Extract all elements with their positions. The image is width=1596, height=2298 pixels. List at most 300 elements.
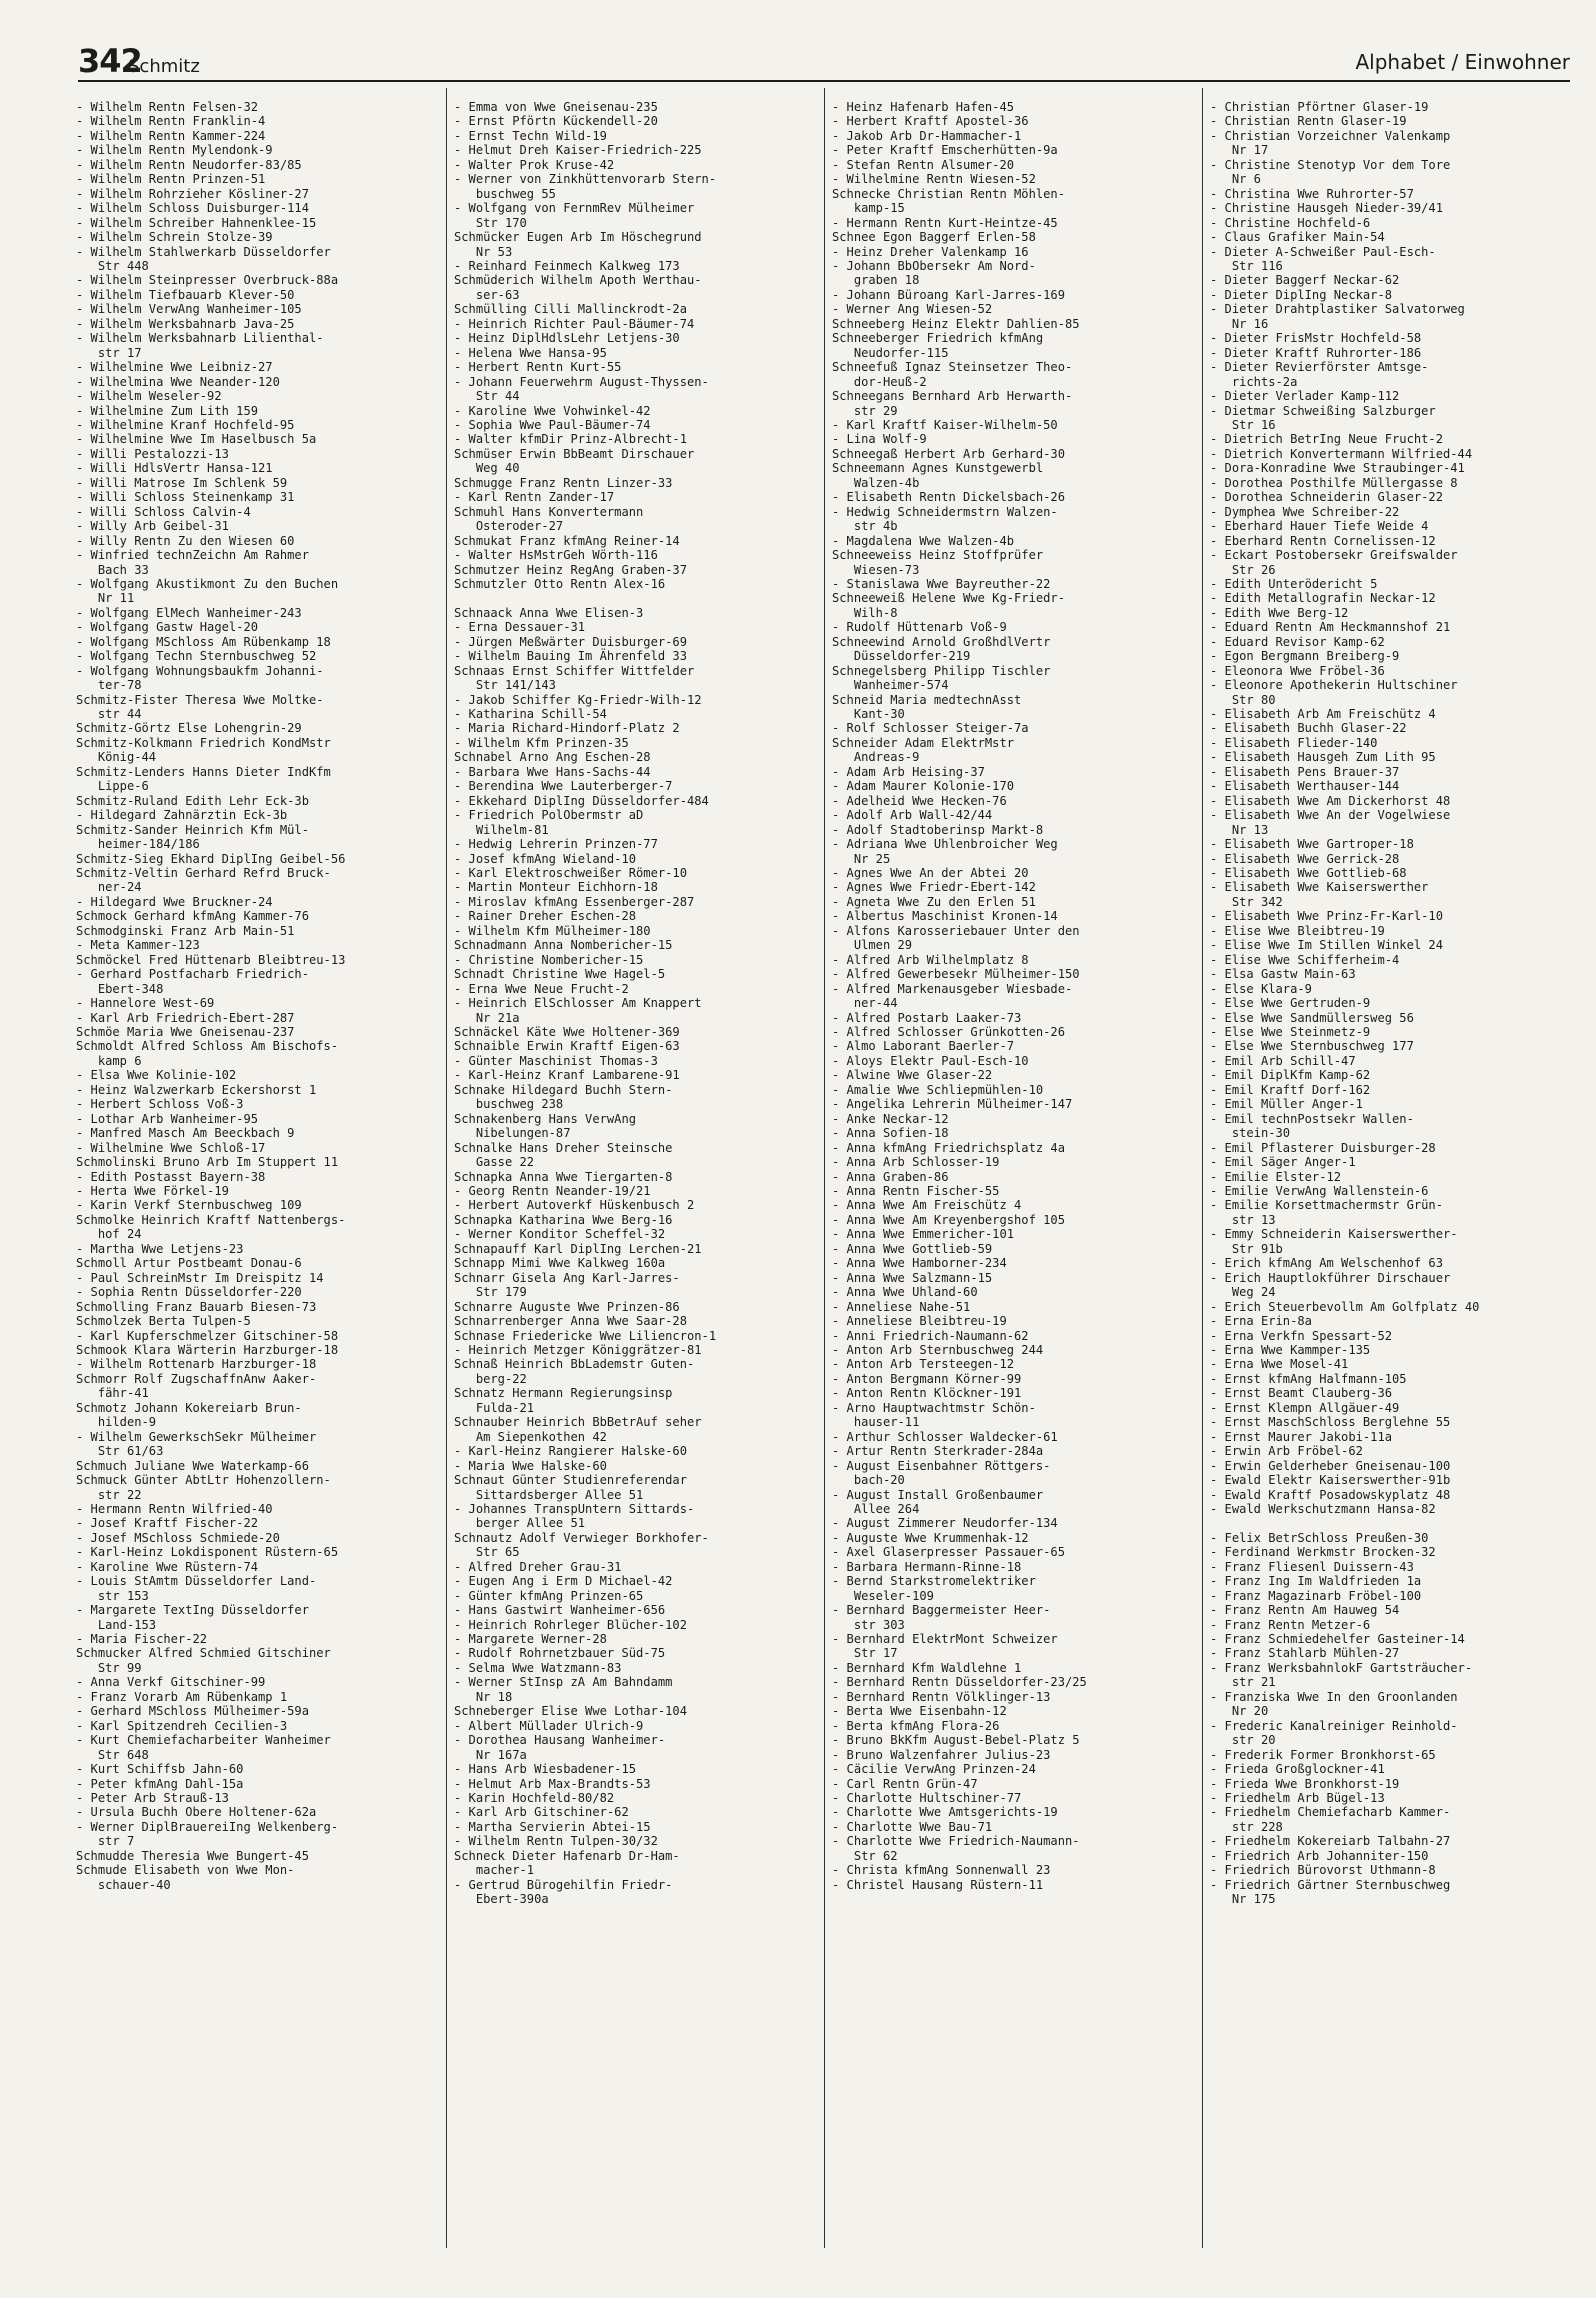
directory-entry: Schnaible Erwin Kraftf Eigen-63 [454, 1039, 680, 1054]
directory-entry: - Karoline Wwe Vohwinkel-42 [454, 403, 651, 418]
directory-entry: graben 18 [832, 273, 920, 288]
directory-entry: - Alfred Dreher Grau-31 [454, 1559, 622, 1574]
directory-entry: - Erna Wwe Mosel-41 [1210, 1357, 1349, 1372]
directory-entry: Nr 11 [76, 591, 135, 606]
directory-entry: Osteroder-27 [454, 519, 564, 534]
directory-entry: Schnaut Günter Studienreferendar [454, 1473, 687, 1488]
directory-entry: - Wilhelm Kfm Mülheimer-180 [454, 923, 651, 938]
directory-entry: - Dietrich BetrIng Neue Frucht-2 [1210, 432, 1443, 447]
directory-entry: - Heinz DiplHdlsLehr Letjens-30 [454, 331, 680, 346]
directory-entry: berg-22 [454, 1371, 527, 1386]
directory-entry: - Eleonore Apothekerin Hultschiner [1210, 678, 1458, 693]
directory-entry: - Herbert Rentn Kurt-55 [454, 360, 622, 375]
directory-entry: - Karin Hochfeld-80/82 [454, 1791, 615, 1806]
directory-entry: Schmuck Günter AbtLtr Hohenzollern- [76, 1473, 331, 1488]
directory-entry: - Hermann Rentn Wilfried-40 [76, 1501, 273, 1516]
directory-entry: - Elise Wwe Bleibtreu-19 [1210, 923, 1385, 938]
directory-entry: Schnauber Heinrich BbBetrAuf seher [454, 1415, 702, 1430]
directory-entry: Schneid Maria medtechnAsst [832, 692, 1022, 707]
directory-entry: - Dieter Kraftf Ruhrorter-186 [1210, 345, 1422, 360]
directory-entry: - Heinz Walzwerkarb Eckershorst 1 [76, 1082, 317, 1097]
directory-entry: - Heinz Hafenarb Hafen-45 [832, 100, 1015, 114]
directory-entry: König-44 [76, 750, 157, 765]
directory-entry: - Edith Metallografin Neckar-12 [1210, 591, 1436, 606]
directory-entry: Str 44 [454, 389, 520, 404]
directory-entry: - Ursula Buchh Obere Holtener-62a [76, 1805, 317, 1820]
directory-entry: Allee 264 [832, 1501, 920, 1516]
directory-entry: - Rudolf Hüttenarb Voß-9 [832, 620, 1007, 635]
directory-entry: - Wilhelm Kfm Prinzen-35 [454, 735, 629, 750]
directory-entry: str 13 [1210, 1212, 1276, 1227]
directory-column-1 [76, 100, 444, 2250]
column-divider [824, 88, 825, 2248]
directory-entry: - Werner von Zinkhüttenvorarb Stern- [454, 172, 717, 187]
directory-entry: ner-24 [76, 880, 142, 895]
directory-entry: Schmolzek Berta Tulpen-5 [76, 1314, 251, 1329]
directory-entry: Nr 16 [1210, 316, 1269, 331]
directory-entry: - Albert Müllader Ulrich-9 [454, 1718, 644, 1733]
directory-entry: - Lina Wolf-9 [832, 432, 927, 447]
directory-entry: dor-Heuß-2 [832, 374, 927, 389]
directory-entry: - Peter Arb Strauß-13 [76, 1791, 229, 1806]
directory-entry: - Wilhelm Rentn Kammer-224 [76, 128, 266, 143]
directory-entry: - Herbert Schloss Voß-3 [76, 1097, 244, 1112]
directory-column-2 [454, 100, 822, 2250]
directory-entry: - Erich Hauptlokführer Dirschauer [1210, 1270, 1451, 1285]
directory-entry: - Dieter FrisMstr Hochfeld-58 [1210, 331, 1422, 346]
directory-entry: Nr 18 [454, 1689, 513, 1704]
directory-entry: - Anna Wwe Uhland-60 [832, 1285, 978, 1300]
directory-entry: - August Install Großenbaumer [832, 1487, 1044, 1502]
directory-entry: - Karl Elektroschweißer Römer-10 [454, 866, 687, 881]
directory-entry: - Ernst MaschSchloss Berglehne 55 [1210, 1415, 1451, 1430]
directory-entry: Str 116 [1210, 258, 1283, 273]
directory-entry: - Wilhelm Rohrzieher Kösliner-27 [76, 186, 309, 201]
directory-entry: - Karl-Heinz Lokdisponent Rüstern-65 [76, 1545, 339, 1560]
directory-entry: - Elisabeth Buchh Glaser-22 [1210, 721, 1407, 736]
directory-entry: - Anton Arb Tersteegen-12 [832, 1357, 1015, 1372]
directory-entry: Wiesen-73 [832, 562, 920, 577]
directory-entry: - Wilhelm Rottenarb Harzburger-18 [76, 1357, 317, 1372]
directory-entry: Schmutzer Heinz RegAng Graben-37 [454, 562, 687, 577]
directory-entry: - Agnes Wwe An der Abtei 20 [832, 866, 1029, 881]
directory-entry: - August Zimmerer Neudorfer-134 [832, 1516, 1058, 1531]
directory-entry: hof 24 [76, 1227, 142, 1242]
directory-entry: Schnaas Ernst Schiffer Wittfelder [454, 663, 695, 678]
directory-entry: Str 17 [832, 1646, 898, 1661]
directory-entry: - Helmut Dreh Kaiser-Friedrich-225 [454, 143, 702, 158]
directory-entry: - Lothar Arb Wanheimer-95 [76, 1111, 259, 1126]
directory-entry: Schmoldt Alfred Schloss Am Bischofs- [76, 1039, 339, 1054]
directory-column-3 [832, 100, 1200, 2250]
directory-entry: - Karl-Heinz Rangierer Halske-60 [454, 1444, 687, 1459]
directory-entry: - Bruno BkKfm August-Bebel-Platz 5 [832, 1733, 1080, 1748]
directory-entry: - Christian Vorzeichner Valenkamp [1210, 128, 1451, 143]
directory-entry: Schnapauff Karl DiplIng Lerchen-21 [454, 1241, 702, 1256]
directory-entry: - Friedrich Gärtner Sternbuschweg [1210, 1877, 1451, 1892]
directory-entry: - Christian Pförtner Glaser-19 [1210, 100, 1429, 114]
directory-entry: - Wilhelm Schloss Duisburger-114 [76, 201, 309, 216]
directory-entry: - Auguste Wwe Krummenhak-12 [832, 1530, 1029, 1545]
directory-entry: - Hedwig Schneidermstrn Walzen- [832, 504, 1058, 519]
directory-entry: - Franz Vorarb Am Rübenkamp 1 [76, 1689, 288, 1704]
directory-entry: - Karl Rentn Zander-17 [454, 490, 615, 505]
directory-entry: Schnatz Hermann Regierungsinsp [454, 1386, 673, 1401]
directory-entry: - Christina Wwe Ruhrorter-57 [1210, 186, 1414, 201]
directory-entry: - Wilhelmine Wwe Schloß-17 [76, 1140, 266, 1155]
directory-entry: - Dymphea Wwe Schreiber-22 [1210, 504, 1400, 519]
directory-entry: bach-20 [832, 1473, 905, 1488]
directory-entry: - Frieda Großglockner-41 [1210, 1762, 1385, 1777]
directory-entry: - Emilie Elster-12 [1210, 1169, 1342, 1184]
directory-entry: - Emilie VerwAng Wallenstein-6 [1210, 1183, 1429, 1198]
directory-entry: - Wilhelmine Zum Lith 159 [76, 403, 259, 418]
directory-entry: - Helena Wwe Hansa-95 [454, 345, 607, 360]
directory-entry: - Alfred Markenausgeber Wiesbade- [832, 981, 1073, 996]
directory-entry: Am Siepenkothen 42 [454, 1429, 607, 1444]
directory-entry: - Anni Friedrich-Naumann-62 [832, 1328, 1029, 1343]
directory-entry: - Ewald Kraftf Posadowskyplatz 48 [1210, 1487, 1451, 1502]
directory-entry: - Bernhard ElektrMont Schweizer [832, 1632, 1058, 1647]
directory-entry: - Anna Wwe Salzmann-15 [832, 1270, 993, 1285]
directory-entry: - Elsa Wwe Kolinie-102 [76, 1068, 237, 1083]
directory-entry: - Berta kfmAng Flora-26 [832, 1718, 1000, 1733]
directory-entry: - Ernst Techn Wild-19 [454, 128, 607, 143]
directory-entry: Schmüser Erwin BbBeamt Dirschauer [454, 446, 695, 461]
directory-entry: Schnakenberg Hans VerwAng [454, 1111, 637, 1126]
directory-entry: - Eduard Rentn Am Heckmannshof 21 [1210, 620, 1451, 635]
directory-entry: - Emil Arb Schill-47 [1210, 1053, 1356, 1068]
directory-entry: Schnaß Heinrich BbLademstr Guten- [454, 1357, 695, 1372]
page-header [78, 40, 1570, 82]
directory-entry: - Sophia Wwe Paul-Bäumer-74 [454, 417, 651, 432]
directory-entry: - Erwin Arb Fröbel-62 [1210, 1444, 1363, 1459]
directory-entry: Wilhelm-81 [454, 822, 549, 837]
directory-entry: Schmitz-Görtz Else Lohengrin-29 [76, 721, 302, 736]
directory-entry: Schneegans Bernhard Arb Herwarth- [832, 389, 1073, 404]
directory-entry: Schneck Dieter Hafenarb Dr-Ham- [454, 1848, 680, 1863]
directory-entry: Schnecke Christian Rentn Möhlen- [832, 186, 1065, 201]
directory-entry: Schmitz-Ruland Edith Lehr Eck-3b [76, 793, 309, 808]
directory-entry: - Wilhelm Weseler-92 [76, 389, 222, 404]
directory-entry: Nr 17 [1210, 143, 1269, 158]
directory-entry: hauser-11 [832, 1415, 920, 1430]
directory-entry: - Franz Rentn Am Hauweg 54 [1210, 1603, 1400, 1618]
directory-entry: - Rainer Dreher Eschen-28 [454, 909, 637, 924]
directory-entry: - Rolf Schlosser Steiger-7a [832, 721, 1029, 736]
directory-entry: - Claus Grafiker Main-54 [1210, 230, 1385, 245]
directory-entry: - Elisabeth Hausgeh Zum Lith 95 [1210, 750, 1436, 765]
directory-entry: Schneemann Agnes Kunstgewerbl [832, 461, 1044, 476]
directory-entry: Str 62 [832, 1848, 898, 1863]
directory-entry: - Ferdinand Werkmstr Brocken-32 [1210, 1545, 1436, 1560]
directory-entry: - Elisabeth Wwe Gartroper-18 [1210, 837, 1414, 852]
directory-entry: - Emil DiplKfm Kamp-62 [1210, 1068, 1371, 1083]
directory-entry: - Sophia Rentn Düsseldorfer-220 [76, 1285, 302, 1300]
directory-entry: - Christine Nombericher-15 [454, 952, 644, 967]
directory-entry: - Elsa Gastw Main-63 [1210, 967, 1356, 982]
directory-entry: - Meta Kammer-123 [76, 938, 200, 953]
directory-entry: - Friedrich Bürovorst Uthmann-8 [1210, 1863, 1436, 1878]
directory-entry: - Josef kfmAng Wieland-10 [454, 851, 637, 866]
directory-entry: - Anna Wwe Emmericher-101 [832, 1227, 1015, 1242]
directory-entry: - Adam Arb Heising-37 [832, 764, 985, 779]
directory-entry: Schmüderich Wilhelm Apoth Werthau- [454, 273, 702, 288]
directory-entry: Schmöckel Fred Hüttenarb Bleibtreu-13 [76, 952, 346, 967]
directory-entry: Schmutzler Otto Rentn Alex-16 [454, 576, 666, 591]
directory-entry: - Alfred Postarb Laaker-73 [832, 1010, 1022, 1025]
directory-entry: - Dietrich Konvertermann Wilfried-44 [1210, 446, 1473, 461]
directory-entry: - Wilhelmine Rentn Wiesen-52 [832, 172, 1036, 187]
directory-entry: - Felix BetrSchloss Preußen-30 [1210, 1530, 1429, 1545]
directory-entry: Str 61/63 [76, 1444, 164, 1459]
directory-entry: Schnarre Auguste Wwe Prinzen-86 [454, 1299, 680, 1314]
directory-entry: - Elisabeth Wwe Gerrick-28 [1210, 851, 1400, 866]
directory-entry: - Bernhard Rentn Völklinger-13 [832, 1689, 1051, 1704]
directory-entry: - Kurt Chemiefacharbeiter Wanheimer [76, 1733, 331, 1748]
directory-entry: - Peter kfmAng Dahl-15a [76, 1776, 244, 1791]
directory-entry: - Helmut Arb Max-Brandts-53 [454, 1776, 651, 1791]
directory-entry: - Karl Kupferschmelzer Gitschiner-58 [76, 1328, 339, 1343]
directory-entry: - Erna Verkfn Spessart-52 [1210, 1328, 1393, 1343]
directory-entry: - Alwine Wwe Glaser-22 [832, 1068, 993, 1083]
directory-entry: Wanheimer-574 [832, 678, 949, 693]
directory-entry: - Ekkehard DiplIng Düsseldorfer-484 [454, 793, 709, 808]
directory-entry: - Erich kfmAng Am Welschenhof 63 [1210, 1256, 1443, 1271]
directory-entry: - Eugen Ang i Erm D Michael-42 [454, 1574, 673, 1589]
directory-entry: Schmitz-Sieg Ekhard DiplIng Geibel-56 [76, 851, 346, 866]
directory-entry: - Hermann Rentn Kurt-Heintze-45 [832, 215, 1058, 230]
directory-entry: - Heinrich ElSchlosser Am Knappert [454, 996, 702, 1011]
directory-entry: - Christine Hausgeh Nieder-39/41 [1210, 201, 1443, 216]
directory-entry: berger Allee 51 [454, 1516, 586, 1531]
directory-entry: - Elise Wwe Im Stillen Winkel 24 [1210, 938, 1443, 953]
directory-entry: - Anna Wwe Hamborner-234 [832, 1256, 1007, 1271]
column-divider [1202, 88, 1203, 2248]
directory-entry: ter-78 [76, 678, 142, 693]
directory-entry: - Frieda Wwe Bronkhorst-19 [1210, 1776, 1400, 1791]
directory-entry: - Heinrich Metzger Königgrätzer-81 [454, 1342, 702, 1357]
directory-entry: - Edith Postasst Bayern-38 [76, 1169, 266, 1184]
directory-entry: - Wolfgang Techn Sternbuschweg 52 [76, 649, 317, 664]
directory-entry: Schnake Hildegard Buchh Stern- [454, 1082, 673, 1097]
directory-entry: - Stanislawa Wwe Bayreuther-22 [832, 576, 1051, 591]
directory-entry: - Günter kfmAng Prinzen-65 [454, 1588, 644, 1603]
directory-entry: - Karl Kraftf Kaiser-Wilhelm-50 [832, 417, 1058, 432]
directory-entry: - Friedrich PolObermstr aD [454, 808, 644, 823]
directory-entry: Str 648 [76, 1747, 149, 1762]
directory-entry: - Martha Wwe Letjens-23 [76, 1241, 244, 1256]
directory-entry: - Anna Graben-86 [832, 1169, 949, 1184]
directory-entry: - Margarete TextIng Düsseldorfer [76, 1603, 309, 1618]
directory-entry: - Agnes Wwe Friedr-Ebert-142 [832, 880, 1036, 895]
directory-entry: str 44 [76, 707, 142, 722]
directory-entry: Schnäckel Käte Wwe Holtener-369 [454, 1025, 680, 1039]
directory-entry: - Arthur Schlosser Waldecker-61 [832, 1429, 1058, 1444]
directory-entry: - Dietmar Schweißing Salzburger [1210, 403, 1436, 418]
directory-entry: Kant-30 [832, 707, 905, 722]
directory-entry: - Anna Verkf Gitschiner-99 [76, 1675, 266, 1690]
directory-entry: - Dieter Revierförster Amtsge- [1210, 360, 1429, 375]
directory-entry: Str 99 [76, 1660, 142, 1675]
directory-entry: - Eckart Postobersekr Greifswalder [1210, 548, 1458, 563]
directory-entry: - Christa kfmAng Sonnenwall 23 [832, 1863, 1051, 1878]
directory-entry: Nr 175 [1210, 1892, 1276, 1907]
directory-entry: - Anna Wwe Am Kreyenbergshof 105 [832, 1212, 1065, 1227]
directory-entry: - Wilhelm Steinpresser Overbruck-88a [76, 273, 339, 288]
directory-entry: Nr 20 [1210, 1704, 1269, 1719]
directory-entry: - Dieter Baggerf Neckar-62 [1210, 273, 1400, 288]
directory-entry: - Dieter A-Schweißer Paul-Esch- [1210, 244, 1436, 259]
directory-entry: - Willi Matrose Im Schlenk 59 [76, 475, 288, 490]
directory-entry: - Willi HdlsVertr Hansa-121 [76, 461, 273, 476]
directory-entry: Schneeweiss Heinz Stoffprüfer [832, 548, 1044, 563]
directory-entry: - Johann BbObersekr Am Nord- [832, 258, 1036, 273]
directory-entry: - Hedwig Lehrerin Prinzen-77 [454, 837, 658, 852]
directory-entry: - Adam Maurer Kolonie-170 [832, 779, 1015, 794]
directory-entry: - Günter Maschinist Thomas-3 [454, 1053, 658, 1068]
directory-entry: - Alfred Arb Wilhelmplatz 8 [832, 952, 1029, 967]
directory-entry: - Erna Dessauer-31 [454, 620, 586, 635]
directory-entry: - Johann Feuerwehrm August-Thyssen- [454, 374, 709, 389]
directory-entry: - Johann Büroang Karl-Jarres-169 [832, 287, 1065, 302]
directory-entry: str 153 [76, 1588, 149, 1603]
directory-entry: - Werner DiplBrauereiIng Welkenberg- [76, 1819, 339, 1834]
directory-entry: - Friedrich Arb Johanniter-150 [1210, 1848, 1429, 1863]
directory-entry: Schmitz-Sander Heinrich Kfm Mül- [76, 822, 309, 837]
directory-entry: - Heinz Dreher Valenkamp 16 [832, 244, 1029, 259]
directory-entry: - Josef MSchloss Schmiede-20 [76, 1530, 280, 1545]
directory-entry: - Hannelore West-69 [76, 996, 215, 1011]
directory-entry: Schmude Elisabeth von Wwe Mon- [76, 1863, 295, 1878]
directory-entry: - Wilhelmine Wwe Im Haselbusch 5a [76, 432, 317, 447]
directory-entry: - August Eisenbahner Röttgers- [832, 1458, 1051, 1473]
directory-entry: Düsseldorfer-219 [832, 649, 971, 664]
directory-entry: - Maria Wwe Halske-60 [454, 1458, 607, 1473]
directory-entry: - Egon Bergmann Breiberg-9 [1210, 649, 1400, 664]
directory-entry: - Emilie Korsettmachermstr Grün- [1210, 1198, 1443, 1213]
directory-entry: - Anneliese Nahe-51 [832, 1299, 971, 1314]
directory-entry: - Johannes TranspUntern Sittards- [454, 1501, 695, 1516]
directory-entry: Schnapp Mimi Wwe Kalkweg 160a [454, 1256, 666, 1271]
directory-entry: - Walter Prok Kruse-42 [454, 157, 615, 172]
directory-entry: Schmotz Johann Kokereiarb Brun- [76, 1400, 302, 1415]
directory-entry: Schnautz Adolf Verwieger Borkhofer- [454, 1530, 709, 1545]
directory-entry: - Elisabeth Wwe Prinz-Fr-Karl-10 [1210, 909, 1443, 924]
directory-entry: - Erna Wwe Neue Frucht-2 [454, 981, 629, 996]
directory-entry: - Else Wwe Sternbuschweg 177 [1210, 1039, 1414, 1054]
directory-entry: - Angelika Lehrerin Mülheimer-147 [832, 1097, 1073, 1112]
directory-entry: - Josef Kraftf Fischer-22 [76, 1516, 259, 1531]
directory-entry: - Herbert Autoverkf Hüskenbusch 2 [454, 1198, 695, 1213]
directory-entry: - Friedhelm Chemiefacharb Kammer- [1210, 1805, 1451, 1820]
directory-entry: Schmücker Eugen Arb Im Höschegrund [454, 230, 702, 245]
directory-entry: buschweg 238 [454, 1097, 564, 1112]
directory-entry: macher-1 [454, 1863, 535, 1878]
directory-entry: Weg 40 [454, 461, 520, 476]
directory-entry: - Wolfgang MSchloss Am Rübenkamp 18 [76, 634, 331, 649]
directory-entry: Schmitz-Lenders Hanns Dieter IndKfm [76, 764, 331, 779]
directory-entry: Str 16 [1210, 417, 1276, 432]
directory-entry: - Aloys Elektr Paul-Esch-10 [832, 1053, 1029, 1068]
directory-entry: - Franz Rentn Metzer-6 [1210, 1617, 1371, 1632]
directory-entry: - Bernhard Baggermeister Heer- [832, 1603, 1051, 1618]
directory-entry: - Ernst kfmAng Halfmann-105 [1210, 1371, 1407, 1386]
directory-entry: - Edith Wwe Berg-12 [1210, 605, 1349, 620]
directory-entry: Walzen-4b [832, 475, 920, 490]
directory-entry: - Anton Bergmann Körner-99 [832, 1371, 1022, 1386]
directory-entry: Schmuch Juliane Wwe Waterkamp-66 [76, 1458, 309, 1473]
directory-entry: - Emil Müller Anger-1 [1210, 1097, 1363, 1112]
directory-entry: kamp-15 [832, 201, 905, 216]
directory-entry: stein-30 [1210, 1126, 1291, 1141]
directory-entry: Schmolling Franz Bauarb Biesen-73 [76, 1299, 317, 1314]
directory-entry: - Amalie Wwe Schliepmühlen-10 [832, 1082, 1044, 1097]
directory-entry: - Martin Monteur Eichhorn-18 [454, 880, 658, 895]
directory-entry: - Werner Konditor Scheffel-32 [454, 1227, 666, 1242]
directory-entry: - Karin Verkf Sternbuschweg 109 [76, 1198, 302, 1213]
directory-entry: - Berta Wwe Eisenbahn-12 [832, 1704, 1007, 1719]
directory-entry: - Dieter Drahtplastiker Salvatorweg [1210, 302, 1465, 317]
directory-entry: Str 91b [1210, 1241, 1283, 1256]
directory-entry: - Erna Erin-8a [1210, 1314, 1312, 1329]
directory-entry: - Adolf Arb Wall-42/44 [832, 808, 993, 823]
directory-entry: - Else Wwe Steinmetz-9 [1210, 1025, 1371, 1039]
directory-entry: - Elisabeth Wwe Gottlieb-68 [1210, 866, 1407, 881]
directory-entry: - Anna Wwe Gottlieb-59 [832, 1241, 993, 1256]
directory-entry: - Jürgen Meßwärter Duisburger-69 [454, 634, 687, 649]
directory-entry: - Alfred Gewerbesekr Mülheimer-150 [832, 967, 1080, 982]
directory-entry: - Anna Arb Schlosser-19 [832, 1155, 1000, 1170]
directory-entry: - Carl Rentn Grün-47 [832, 1776, 978, 1791]
directory-entry: hilden-9 [76, 1415, 157, 1430]
directory-entry: - Frederic Kanalreiniger Reinhold- [1210, 1718, 1458, 1733]
directory-entry: - Dorothea Posthilfe Müllergasse 8 [1210, 475, 1458, 490]
directory-entry: Nr 167a [454, 1747, 527, 1762]
directory-entry: - Martha Servierin Abtei-15 [454, 1819, 651, 1834]
directory-entry: str 303 [832, 1617, 905, 1632]
directory-entry: - Agneta Wwe Zu den Erlen 51 [832, 894, 1036, 909]
directory-entry: - Elisabeth Flieder-140 [1210, 735, 1378, 750]
directory-entry: - Friedhelm Kokereiarb Talbahn-27 [1210, 1834, 1451, 1849]
directory-entry: - Hans Arb Wiesbadener-15 [454, 1762, 637, 1777]
column-divider [446, 88, 447, 2248]
directory-entry: - Franz Fliesenl Duissern-43 [1210, 1559, 1414, 1574]
directory-entry: Schmolke Heinrich Kraftf Nattenbergs- [76, 1212, 346, 1227]
directory-entry: str 228 [1210, 1819, 1283, 1834]
directory-entry: - Frederik Former Bronkhorst-65 [1210, 1747, 1436, 1762]
directory-entry: - Charlotte Wwe Bau-71 [832, 1819, 993, 1834]
directory-entry: - Karl Arb Friedrich-Ebert-287 [76, 1010, 295, 1025]
directory-entry: Wilh-8 [832, 605, 898, 620]
directory-entry: - Hildegard Zahnärztin Eck-3b [76, 808, 288, 823]
directory-entry: Schmitz-Fister Theresa Wwe Moltke- [76, 692, 324, 707]
directory-entry: - Artur Rentn Sterkrader-284a [832, 1444, 1044, 1459]
directory-entry: - Wolfgang Wohnungsbaukfm Johanni- [76, 663, 324, 678]
directory-entry [454, 591, 822, 605]
directory-entry: str 20 [1210, 1733, 1276, 1748]
directory-entry: - Franz Stahlarb Mühlen-27 [1210, 1646, 1400, 1661]
directory-entry: - Wilhelm Tiefbauarb Klever-50 [76, 287, 295, 302]
directory-entry: Str 80 [1210, 692, 1276, 707]
directory-entry: Schmoll Artur Postbeamt Donau-6 [76, 1256, 302, 1271]
directory-entry: - Margarete Werner-28 [454, 1632, 607, 1647]
directory-column-4 [1210, 100, 1578, 2250]
directory-entry: schauer-40 [76, 1877, 171, 1892]
directory-entry: - Anton Rentn Klöckner-191 [832, 1386, 1022, 1401]
directory-entry: Schmuhl Hans Konvertermann [454, 504, 644, 519]
directory-entry: - Herta Wwe Förkel-19 [76, 1183, 229, 1198]
